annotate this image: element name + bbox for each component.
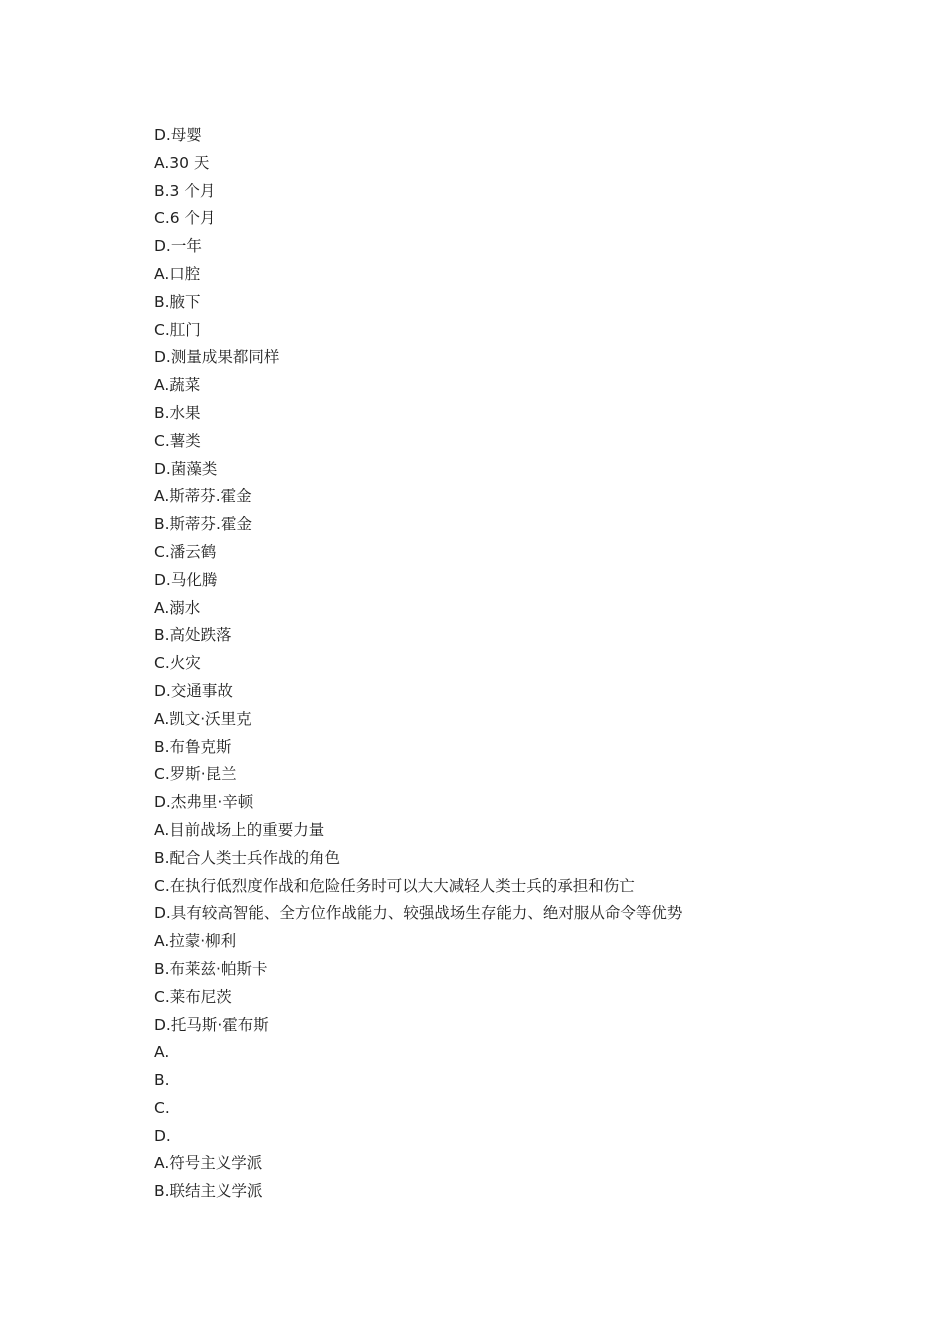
answer-option-line: A.蔬菜 [154,376,201,395]
answer-option-line: C.火灾 [154,654,201,673]
answer-option-line: A.拉蒙·柳利 [154,932,237,951]
answer-option-list [154,122,682,1206]
answer-option-line: B.布莱兹·帕斯卡 [154,959,268,978]
answer-option-line: A.符号主义学派 [154,1154,263,1173]
answer-option-line: D.测量成果都同样 [154,348,280,367]
answer-option-line: C.在执行低烈度作战和危险任务时可以大大减轻人类士兵的承担和伤亡 [154,876,635,895]
answer-option-line: C.莱布尼茨 [154,987,232,1006]
answer-option-line: B.斯蒂芬.霍金 [154,515,252,534]
answer-option-line: B.3 个月 [154,181,216,200]
answer-option-line: D.菌藻类 [154,459,218,478]
answer-option-line: A.溺水 [154,598,201,617]
answer-option-line: B. [154,1071,170,1090]
answer-option-line: A.目前战场上的重要力量 [154,820,325,839]
answer-option-line: A.斯蒂芬.霍金 [154,487,252,506]
answer-option-line: B.水果 [154,403,201,422]
answer-option-line: A.口腔 [154,264,201,283]
answer-option-line: B.联结主义学派 [154,1182,263,1201]
answer-option-line: A.30 天 [154,153,210,172]
answer-option-line: D.交通事故 [154,681,233,700]
answer-option-line: D.托马斯·霍布斯 [154,1015,269,1034]
answer-option-line: C.薯类 [154,431,201,450]
answer-option-line: B.布鲁克斯 [154,737,232,756]
answer-option-line: D.马化腾 [154,570,218,589]
answer-option-line: D.具有较高智能、全方位作战能力、较强战场生存能力、绝对服从命令等优势 [154,904,683,923]
answer-option-line: B.腋下 [154,292,201,311]
answer-option-line: C.肛门 [154,320,201,339]
answer-option-line: C.6 个月 [154,209,216,228]
answer-option-line: A.凯文·沃里克 [154,709,252,728]
answer-option-line: B.配合人类士兵作战的角色 [154,848,341,867]
answer-option-line: C.罗斯·昆兰 [154,765,237,784]
answer-option-line: A. [154,1043,170,1062]
answer-option-line: C. [154,1098,170,1117]
answer-option-line: D.杰弗里·辛顿 [154,793,254,812]
answer-option-line: D. [154,1126,171,1145]
answer-option-line: D.母婴 [154,126,202,144]
answer-option-line: D.一年 [154,237,202,256]
answer-option-line: B.高处跌落 [154,626,232,645]
answer-option-line: C.潘云鹤 [154,542,217,561]
